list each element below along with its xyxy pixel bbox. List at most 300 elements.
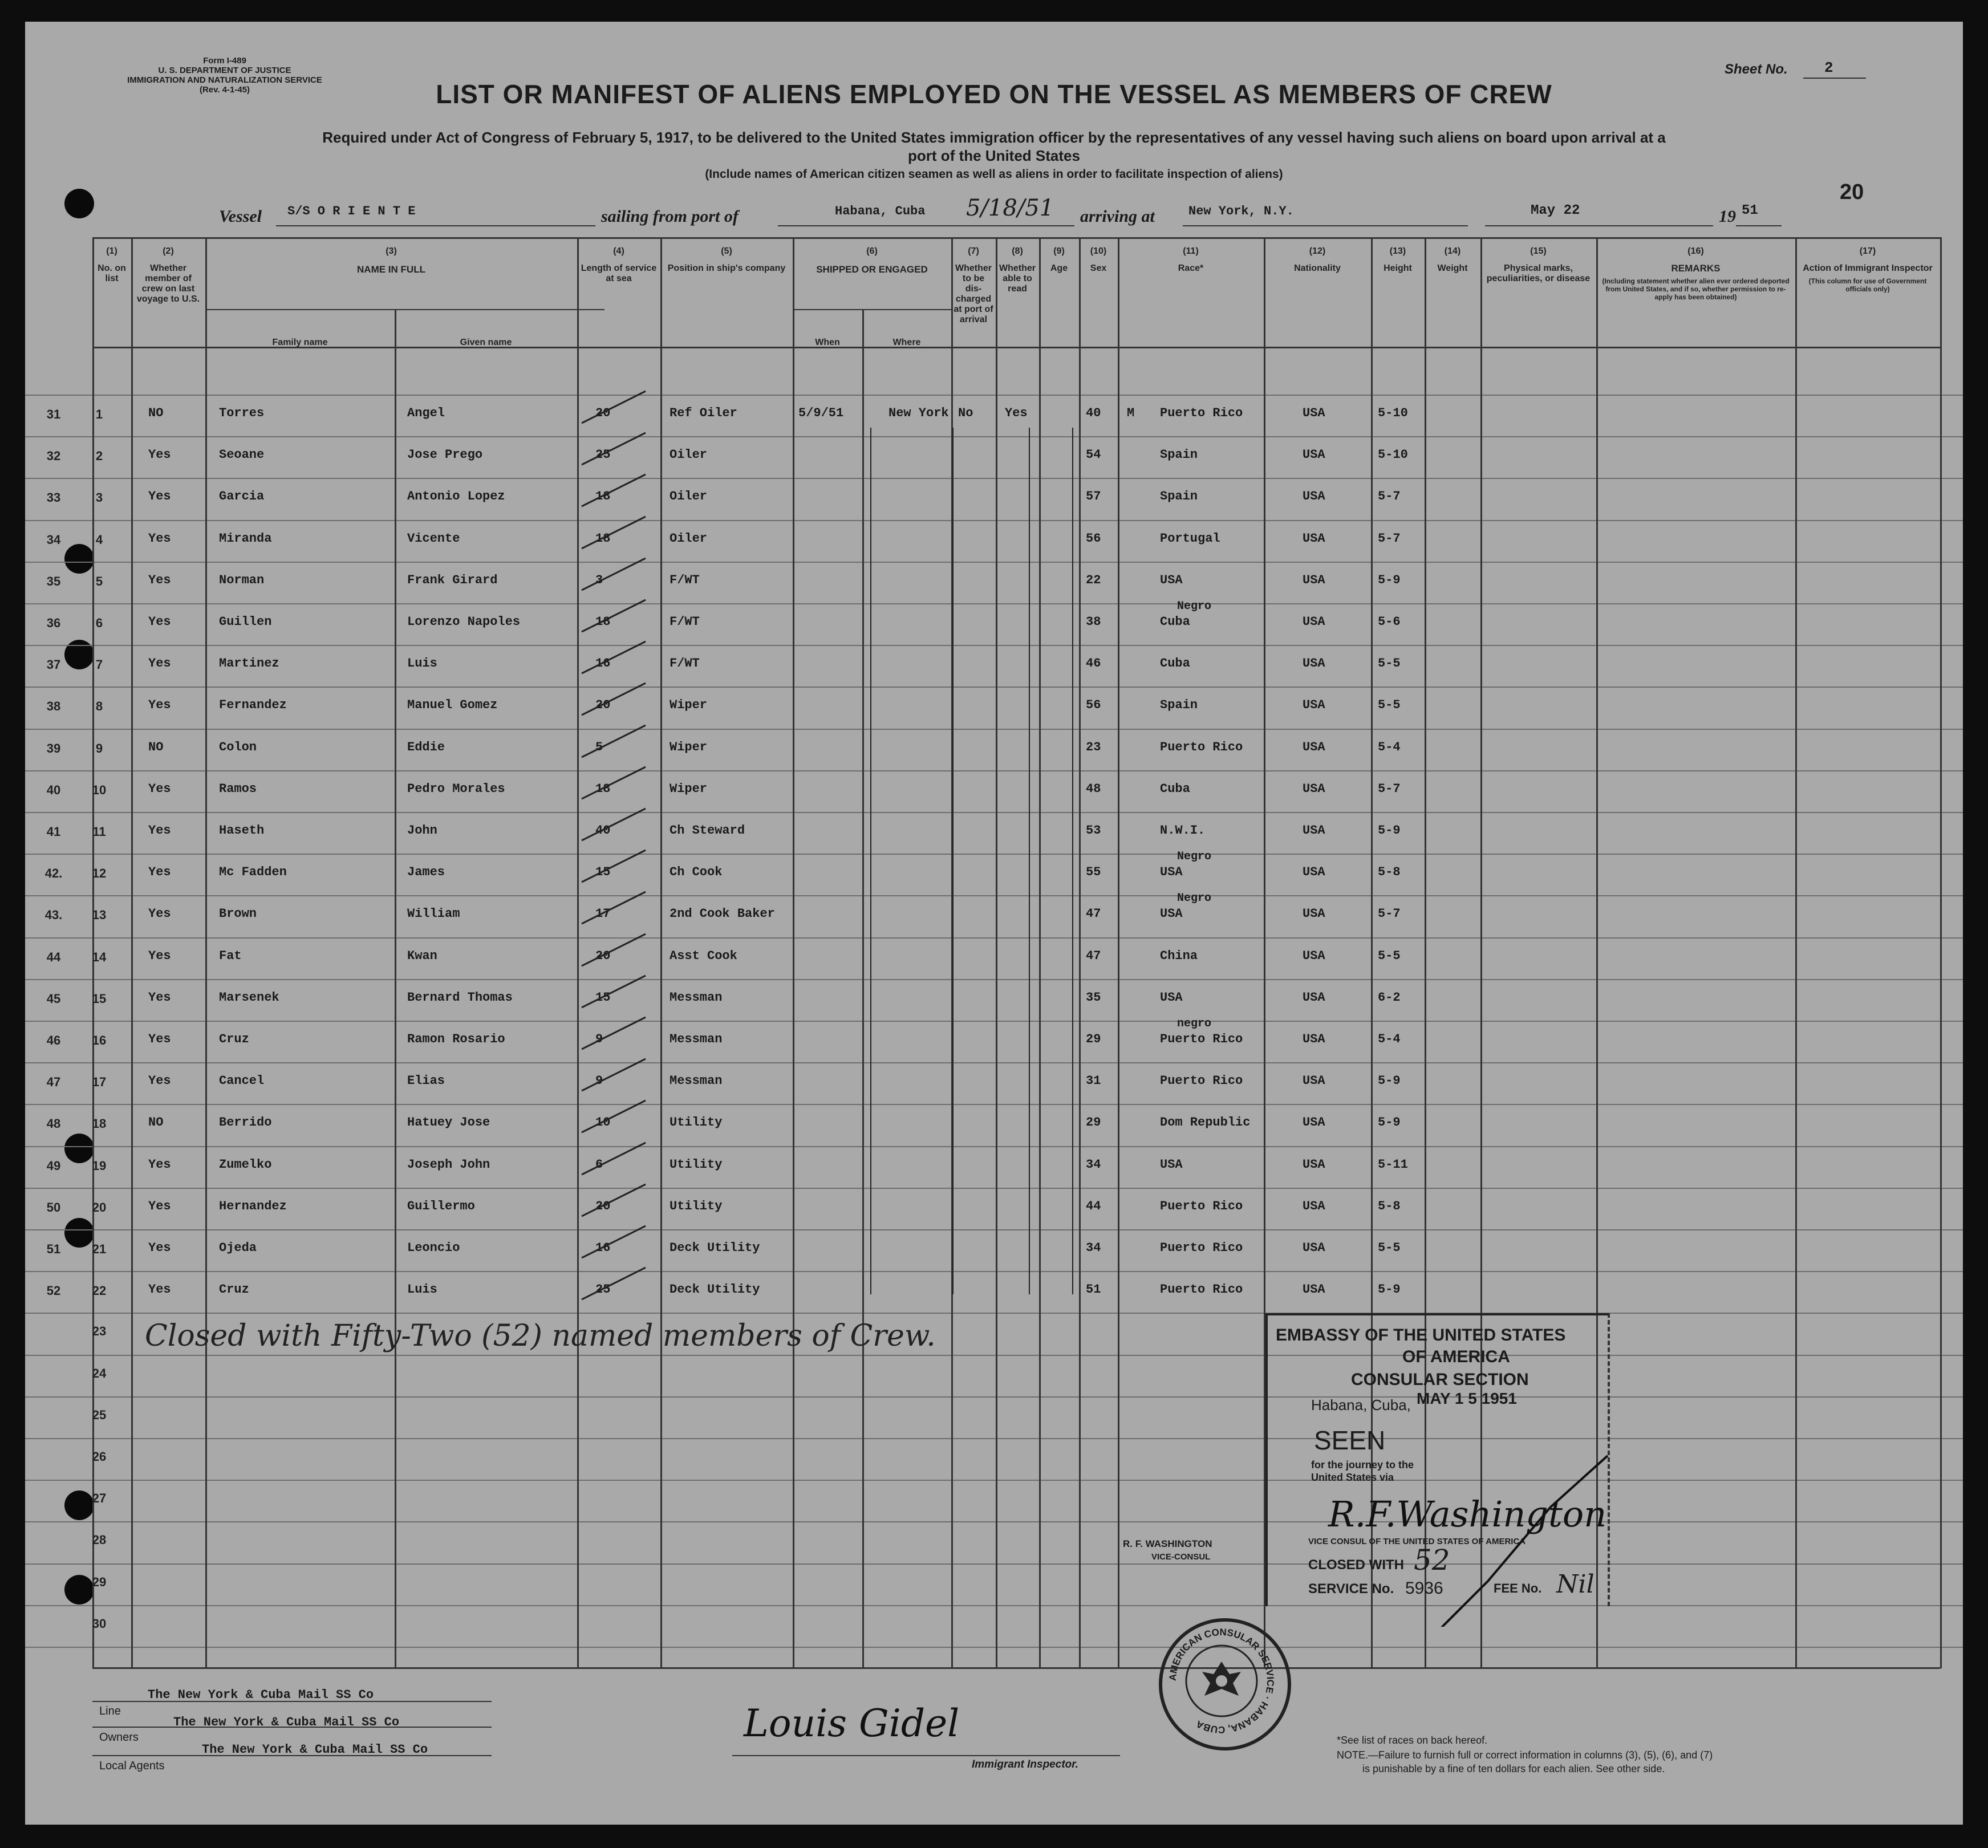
cell-race: Puerto Rico xyxy=(1160,1241,1243,1255)
row-rule xyxy=(25,478,1963,479)
list-number: 16 xyxy=(92,1033,107,1047)
cell-discharged: No xyxy=(958,406,973,420)
cell-last: NO xyxy=(148,740,164,754)
cell-height: 5-9 xyxy=(1378,1074,1401,1088)
column-header-label: Nationality xyxy=(1294,263,1341,273)
cell-last: Yes xyxy=(148,1241,171,1255)
overall-line-number: 42. xyxy=(44,866,63,880)
cell-given: Luis xyxy=(407,656,437,671)
tick-mark xyxy=(577,806,651,846)
cell-service: 15 xyxy=(595,865,611,879)
punch-hole xyxy=(64,189,94,218)
column-header-note: (This column for use of Government officials only) xyxy=(1808,277,1927,293)
cell-height: 5-9 xyxy=(1378,573,1401,587)
closing-note: Closed with Fifty-Two (52) named members of Crew. xyxy=(145,1319,936,1353)
column-header-label: Age xyxy=(1050,263,1068,273)
stamp-fee-label: FEE No. xyxy=(1494,1581,1542,1595)
cell-nationality: USA xyxy=(1303,1199,1325,1213)
cell-service: 40 xyxy=(595,823,611,838)
cell-given: William xyxy=(407,907,460,921)
tick-mark xyxy=(577,1140,651,1180)
tick-mark xyxy=(577,639,651,679)
cell-given: John xyxy=(407,823,437,838)
footer-note2: NOTE.—Failure to furnish full or correct information in columns (3), (5), (6), and (7) xyxy=(1337,1749,1713,1761)
column-header-label: Whether to be dis-charged at port of arrival xyxy=(954,263,993,324)
cell-nationality: USA xyxy=(1303,1282,1325,1297)
cell-service: 15 xyxy=(595,990,611,1005)
cell-age: 56 xyxy=(1086,698,1101,712)
agents-label: Local Agents xyxy=(99,1760,165,1772)
column-number: (2) xyxy=(163,246,174,256)
tick-mark xyxy=(577,890,651,929)
list-number: 23 xyxy=(92,1324,107,1338)
column-header-label: NAME IN FULL xyxy=(357,264,425,275)
cell-race-note: Negro xyxy=(1177,892,1212,905)
cell-position: Deck Utility xyxy=(670,1241,760,1255)
cell-height: 5-10 xyxy=(1378,448,1408,462)
cell-race: Spain xyxy=(1160,489,1198,503)
row-rule xyxy=(25,395,1963,396)
row-rule xyxy=(25,1480,1963,1481)
cell-sex: M xyxy=(1127,406,1135,420)
list-number: 2 xyxy=(95,449,103,463)
vice-consul-title: VICE-CONSUL xyxy=(1151,1552,1211,1562)
line-value: The New York & Cuba Mail SS Co xyxy=(148,1688,374,1702)
table-bottom-border xyxy=(92,1667,1940,1669)
cell-family: Miranda xyxy=(219,531,272,546)
column-header-label: Sex xyxy=(1090,263,1107,273)
row-rule xyxy=(25,1647,1963,1648)
cell-given: Manuel Gomez xyxy=(407,698,498,712)
column-number: (11) xyxy=(1183,246,1199,256)
cell-age: 56 xyxy=(1086,531,1101,546)
overall-line-number: 50 xyxy=(46,1200,61,1215)
consular-seal xyxy=(1159,1618,1291,1750)
list-number: 26 xyxy=(92,1449,107,1464)
tick-mark xyxy=(577,1098,651,1138)
tick-mark xyxy=(577,765,651,805)
cell-age: 48 xyxy=(1086,782,1101,796)
cell-nationality: USA xyxy=(1303,489,1325,503)
table-row xyxy=(25,892,1963,925)
table-top-border xyxy=(92,237,1940,239)
cell-last: Yes xyxy=(148,1032,171,1046)
row-rule xyxy=(25,937,1963,939)
cell-race-note: Negro xyxy=(1177,850,1212,863)
cell-given: Eddie xyxy=(407,740,445,754)
table-row xyxy=(25,990,1963,1009)
cell-given: Luis xyxy=(407,1282,437,1297)
list-number: 24 xyxy=(92,1366,107,1380)
year-prefix: 19 xyxy=(1719,207,1736,226)
stamp-journey1: for the journey to the xyxy=(1311,1459,1414,1471)
cell-height: 5-8 xyxy=(1378,1199,1401,1213)
tick-mark xyxy=(577,681,651,721)
cell-family: Colon xyxy=(219,740,257,754)
subtitle-line3: (Include names of American citizen seamen as well as aliens in order to facilitate inspection of aliens) xyxy=(705,168,1283,181)
cell-age: 35 xyxy=(1086,990,1101,1005)
cell-height: 5-10 xyxy=(1378,406,1408,420)
list-number: 3 xyxy=(95,490,103,505)
tick-mark xyxy=(577,472,651,512)
cell-age: 29 xyxy=(1086,1032,1101,1046)
cell-nationality: USA xyxy=(1303,448,1325,462)
page-title: LIST OR MANIFEST OF ALIENS EMPLOYED ON THE VESSEL AS MEMBERS OF CREW xyxy=(436,79,1552,109)
overall-line-number: 49 xyxy=(46,1159,61,1173)
cell-race: Cuba xyxy=(1160,656,1190,671)
cell-position: Wiper xyxy=(670,782,708,796)
cell-age: 57 xyxy=(1086,489,1101,503)
cell-family: Norman xyxy=(219,573,265,587)
cell-age: 22 xyxy=(1086,573,1101,587)
column-subheader: Where xyxy=(892,338,921,347)
cell-nationality: USA xyxy=(1303,1157,1325,1172)
cell-family: Guillen xyxy=(219,615,272,629)
cell-race: USA xyxy=(1160,990,1183,1005)
list-number: 27 xyxy=(92,1491,107,1505)
row-rule xyxy=(25,1605,1963,1606)
list-number: 19 xyxy=(92,1159,107,1173)
cell-given: Antonio Lopez xyxy=(407,489,505,503)
cell-service: 16 xyxy=(595,1241,611,1255)
column-number: (16) xyxy=(1687,246,1704,256)
cell-position: Wiper xyxy=(670,740,708,754)
list-number: 29 xyxy=(92,1575,107,1589)
cell-last: Yes xyxy=(148,489,171,503)
table-row xyxy=(25,823,1963,842)
row-rule xyxy=(25,979,1963,980)
cell-service: 18 xyxy=(595,782,611,796)
cell-height: 5-7 xyxy=(1378,782,1401,796)
row-rule xyxy=(25,436,1963,437)
cell-race: Puerto Rico xyxy=(1160,740,1243,754)
cell-given: James xyxy=(407,865,445,879)
tick-mark xyxy=(577,1182,651,1222)
row-rule xyxy=(25,1146,1963,1147)
cell-family: Haseth xyxy=(219,823,265,838)
column-number: (10) xyxy=(1090,246,1107,256)
cell-last: Yes xyxy=(148,656,171,671)
cell-service: 18 xyxy=(595,489,611,503)
cell-position: Messman xyxy=(670,990,723,1005)
list-number: 18 xyxy=(92,1116,107,1131)
column-number: (5) xyxy=(721,246,732,256)
cell-height: 5-5 xyxy=(1378,949,1401,963)
cell-last: Yes xyxy=(148,1282,171,1297)
cell-position: Ref Oiler xyxy=(670,406,737,420)
cell-given: Vicente xyxy=(407,531,460,546)
page-mark: 20 xyxy=(1840,180,1864,204)
overall-line-number: 44 xyxy=(46,950,61,964)
table-row xyxy=(25,573,1963,591)
row-rule xyxy=(25,687,1963,688)
cell-age: 44 xyxy=(1086,1199,1101,1213)
cell-position: 2nd Cook Baker xyxy=(670,907,775,921)
cell-age: 34 xyxy=(1086,1241,1101,1255)
underline xyxy=(1485,225,1713,226)
cell-family: Fat xyxy=(219,949,242,963)
port-from: Habana, Cuba xyxy=(835,204,926,218)
embassy-stamp xyxy=(1265,1313,1619,1627)
column-subheader: Family name xyxy=(272,338,328,347)
cell-last: Yes xyxy=(148,531,171,546)
list-number: 11 xyxy=(92,825,106,839)
cell-age: 34 xyxy=(1086,1157,1101,1172)
cell-given: Frank Girard xyxy=(407,573,498,587)
cell-height: 5-5 xyxy=(1378,656,1401,671)
cell-race: China xyxy=(1160,949,1198,963)
tick-mark xyxy=(577,514,651,554)
overall-line-number: 34 xyxy=(46,533,61,547)
cell-nationality: USA xyxy=(1303,949,1325,963)
cell-given: Guillermo xyxy=(407,1199,475,1213)
sheet-value: 2 xyxy=(1824,59,1833,76)
column-number: (6) xyxy=(866,246,878,256)
overall-line-number: 43. xyxy=(44,908,63,922)
inspector-signature: Louis Gidel xyxy=(744,1701,960,1745)
cell-height: 6-2 xyxy=(1378,990,1401,1005)
cell-service: 20 xyxy=(595,1199,611,1213)
cell-family: Ramos xyxy=(219,782,257,796)
column-rule xyxy=(395,309,396,1668)
vessel-label: Vessel xyxy=(219,207,262,226)
cell-position: F/WT xyxy=(670,573,700,587)
ditto-line xyxy=(952,428,954,1294)
table-row xyxy=(25,1157,1963,1176)
cell-service: 20 xyxy=(595,406,611,420)
stamp-line2: OF AMERICA xyxy=(1402,1347,1510,1366)
cell-nationality: USA xyxy=(1303,698,1325,712)
cell-family: Cancel xyxy=(219,1074,265,1088)
list-number: 7 xyxy=(95,657,103,672)
cell-age: 47 xyxy=(1086,907,1101,921)
list-number: 17 xyxy=(92,1075,107,1089)
tick-mark xyxy=(577,723,651,763)
column-header-label: Action of Immigrant Inspector xyxy=(1803,263,1933,273)
cell-given: Elias xyxy=(407,1074,445,1088)
cell-service: 20 xyxy=(595,698,611,712)
cell-service: 25 xyxy=(595,448,611,462)
table-row xyxy=(25,949,1963,967)
cell-race-note: Negro xyxy=(1177,600,1212,613)
list-number: 1 xyxy=(95,407,103,421)
underline xyxy=(1183,225,1468,226)
cell-race: USA xyxy=(1160,1157,1183,1172)
cell-position: Asst Cook xyxy=(670,949,737,963)
vessel-name: S/S O R I E N T E xyxy=(287,204,416,218)
consul-signature: R.F.Washington xyxy=(1328,1493,1607,1535)
row-rule xyxy=(25,645,1963,646)
row-rule xyxy=(25,1188,1963,1189)
cell-position: Oiler xyxy=(670,489,708,503)
overall-line-number: 41 xyxy=(46,825,61,839)
row-rule xyxy=(25,854,1963,855)
tick-mark xyxy=(577,598,651,637)
cell-family: Martinez xyxy=(219,656,279,671)
seal-text: AMERICAN CONSULAR SERVICE · HABANA, CUBA xyxy=(1167,1626,1276,1736)
cell-age: 47 xyxy=(1086,949,1101,963)
cell-position: Oiler xyxy=(670,531,708,546)
row-rule xyxy=(25,1563,1963,1565)
subtitle-line1: Required under Act of Congress of February 5, 1917, to be delivered to the United States immigration officer by the representatives of any vessel having such aliens on board upon arrival at a xyxy=(322,129,1666,146)
vice-consul-name: R. F. WASHINGTON xyxy=(1123,1538,1212,1549)
cell-last: NO xyxy=(148,1115,164,1130)
stamp-seen: SEEN xyxy=(1314,1425,1386,1455)
stamp-service-label: SERVICE No. xyxy=(1308,1581,1394,1597)
table-row xyxy=(25,1017,1963,1050)
overall-line-number: 36 xyxy=(46,616,61,630)
column-number: (4) xyxy=(613,246,624,256)
footer-note1: *See list of races on back hereof. xyxy=(1337,1735,1488,1746)
manifest-sheet xyxy=(25,22,1963,1825)
row-rule xyxy=(25,729,1963,730)
cell-family: Berrido xyxy=(219,1115,272,1130)
arriving-label: arriving at xyxy=(1080,207,1155,226)
cell-given: Lorenzo Napoles xyxy=(407,615,521,629)
overall-line-number: 48 xyxy=(46,1116,61,1131)
subheader-divider xyxy=(793,309,951,310)
cell-height: 5-4 xyxy=(1378,1032,1401,1046)
cell-position: Messman xyxy=(670,1074,723,1088)
list-number: 12 xyxy=(92,866,107,880)
table-row xyxy=(25,850,1963,883)
row-rule xyxy=(25,1521,1963,1522)
cell-nationality: USA xyxy=(1303,656,1325,671)
line-label: Line xyxy=(99,1705,121,1717)
year-suffix: 51 xyxy=(1742,203,1758,218)
table-row xyxy=(25,448,1963,466)
cell-height: 5-7 xyxy=(1378,489,1401,503)
cell-service: 9 xyxy=(595,1074,603,1088)
stamp-vice-consul-line: VICE CONSUL OF THE UNITED STATES OF AMERICA xyxy=(1308,1537,1526,1546)
cell-position: Ch Cook xyxy=(670,865,723,879)
tick-mark xyxy=(577,848,651,888)
cell-given: Leoncio xyxy=(407,1241,460,1255)
row-rule xyxy=(25,1229,1963,1230)
cell-service: 16 xyxy=(595,656,611,671)
row-rule xyxy=(25,1104,1963,1105)
row-rule xyxy=(25,812,1963,813)
cell-family: Cruz xyxy=(219,1032,249,1046)
cell-last: Yes xyxy=(148,1199,171,1213)
list-number: 28 xyxy=(92,1533,107,1547)
cell-last: Yes xyxy=(148,573,171,587)
cell-last: Yes xyxy=(148,949,171,963)
cell-family: Zumelko xyxy=(219,1157,272,1172)
cell-position: Deck Utility xyxy=(670,1282,760,1297)
stamp-date: MAY 1 5 1951 xyxy=(1417,1390,1517,1407)
list-number: 21 xyxy=(92,1242,107,1256)
cell-age: 23 xyxy=(1086,740,1101,754)
list-number: 4 xyxy=(95,533,103,547)
port-to: New York, N.Y. xyxy=(1188,204,1294,218)
cell-family: Mc Fadden xyxy=(219,865,287,879)
cell-age: 51 xyxy=(1086,1282,1101,1297)
subtitle-line2: port of the United States xyxy=(908,147,1080,164)
cell-nationality: USA xyxy=(1303,573,1325,587)
cell-race: Dom Republic xyxy=(1160,1115,1251,1130)
list-number: 6 xyxy=(95,616,103,630)
cell-last: Yes xyxy=(148,1074,171,1088)
cell-when: 5/9/51 xyxy=(798,406,844,420)
table-row xyxy=(25,1282,1963,1301)
cell-nationality: USA xyxy=(1303,531,1325,546)
stamp-service-value: 5936 xyxy=(1405,1579,1443,1598)
list-number: 13 xyxy=(92,908,107,922)
table-row xyxy=(25,531,1963,550)
table-row xyxy=(25,698,1963,716)
cell-family: Seoane xyxy=(219,448,265,462)
cell-position: F/WT xyxy=(670,656,700,671)
cell-last: Yes xyxy=(148,907,171,921)
tick-mark xyxy=(577,1057,651,1096)
row-rule xyxy=(25,1355,1963,1356)
cell-service: 10 xyxy=(595,1115,611,1130)
tick-mark xyxy=(577,932,651,972)
column-header-label: Whether member of crew on last voyage to U.S. xyxy=(136,263,200,304)
cell-service: 5 xyxy=(595,740,603,754)
cell-read: Yes xyxy=(1005,406,1028,420)
cell-age: 53 xyxy=(1086,823,1101,838)
cell-given: Joseph John xyxy=(407,1157,490,1172)
stamp-line1: EMBASSY OF THE UNITED STATES xyxy=(1276,1326,1566,1345)
column-header-label: Height xyxy=(1384,263,1412,273)
cell-nationality: USA xyxy=(1303,1115,1325,1130)
cell-service: 9 xyxy=(595,1032,603,1046)
column-number: (13) xyxy=(1389,246,1406,256)
cell-race: Puerto Rico xyxy=(1160,1199,1243,1213)
cell-last: Yes xyxy=(148,615,171,629)
cell-position: Utility xyxy=(670,1157,723,1172)
cell-position: Oiler xyxy=(670,448,708,462)
cell-given: Angel xyxy=(407,406,445,420)
cell-service: 18 xyxy=(595,615,611,629)
owners-value: The New York & Cuba Mail SS Co xyxy=(173,1715,400,1729)
row-rule xyxy=(25,520,1963,521)
cell-race: USA xyxy=(1160,573,1183,587)
overall-line-number: 47 xyxy=(46,1075,61,1089)
list-number: 14 xyxy=(92,950,107,964)
cell-nationality: USA xyxy=(1303,823,1325,838)
cell-age: 40 xyxy=(1086,406,1101,420)
underline xyxy=(778,225,1074,226)
cell-race: USA xyxy=(1160,865,1183,879)
arrival-date: May 22 xyxy=(1531,203,1580,218)
cell-race: USA xyxy=(1160,907,1183,921)
column-header-label: Whether able to read xyxy=(999,263,1036,294)
cell-service: 20 xyxy=(595,949,611,963)
cell-given: Kwan xyxy=(407,949,437,963)
ditto-line xyxy=(1029,428,1030,1294)
cell-family: Garcia xyxy=(219,489,265,503)
cell-given: Jose Prego xyxy=(407,448,483,462)
column-number: (12) xyxy=(1309,246,1326,256)
cell-nationality: USA xyxy=(1303,1032,1325,1046)
row-rule xyxy=(25,1438,1963,1439)
overall-line-number: 52 xyxy=(46,1284,61,1298)
column-header-label: REMARKS xyxy=(1671,263,1721,274)
tick-mark xyxy=(577,1224,651,1264)
cell-position: Utility xyxy=(670,1199,723,1213)
stamp-closed-value: 52 xyxy=(1414,1544,1450,1577)
cell-family: Torres xyxy=(219,406,265,420)
table-row xyxy=(25,1115,1963,1134)
footer-note3: is punishable by a fine of ten dollars for each alien. See other side. xyxy=(1362,1763,1665,1774)
service-name: IMMIGRATION AND NATURALIZATION SERVICE xyxy=(127,75,322,85)
cell-last: Yes xyxy=(148,865,171,879)
table-row xyxy=(25,1199,1963,1217)
list-number: 22 xyxy=(92,1284,107,1298)
